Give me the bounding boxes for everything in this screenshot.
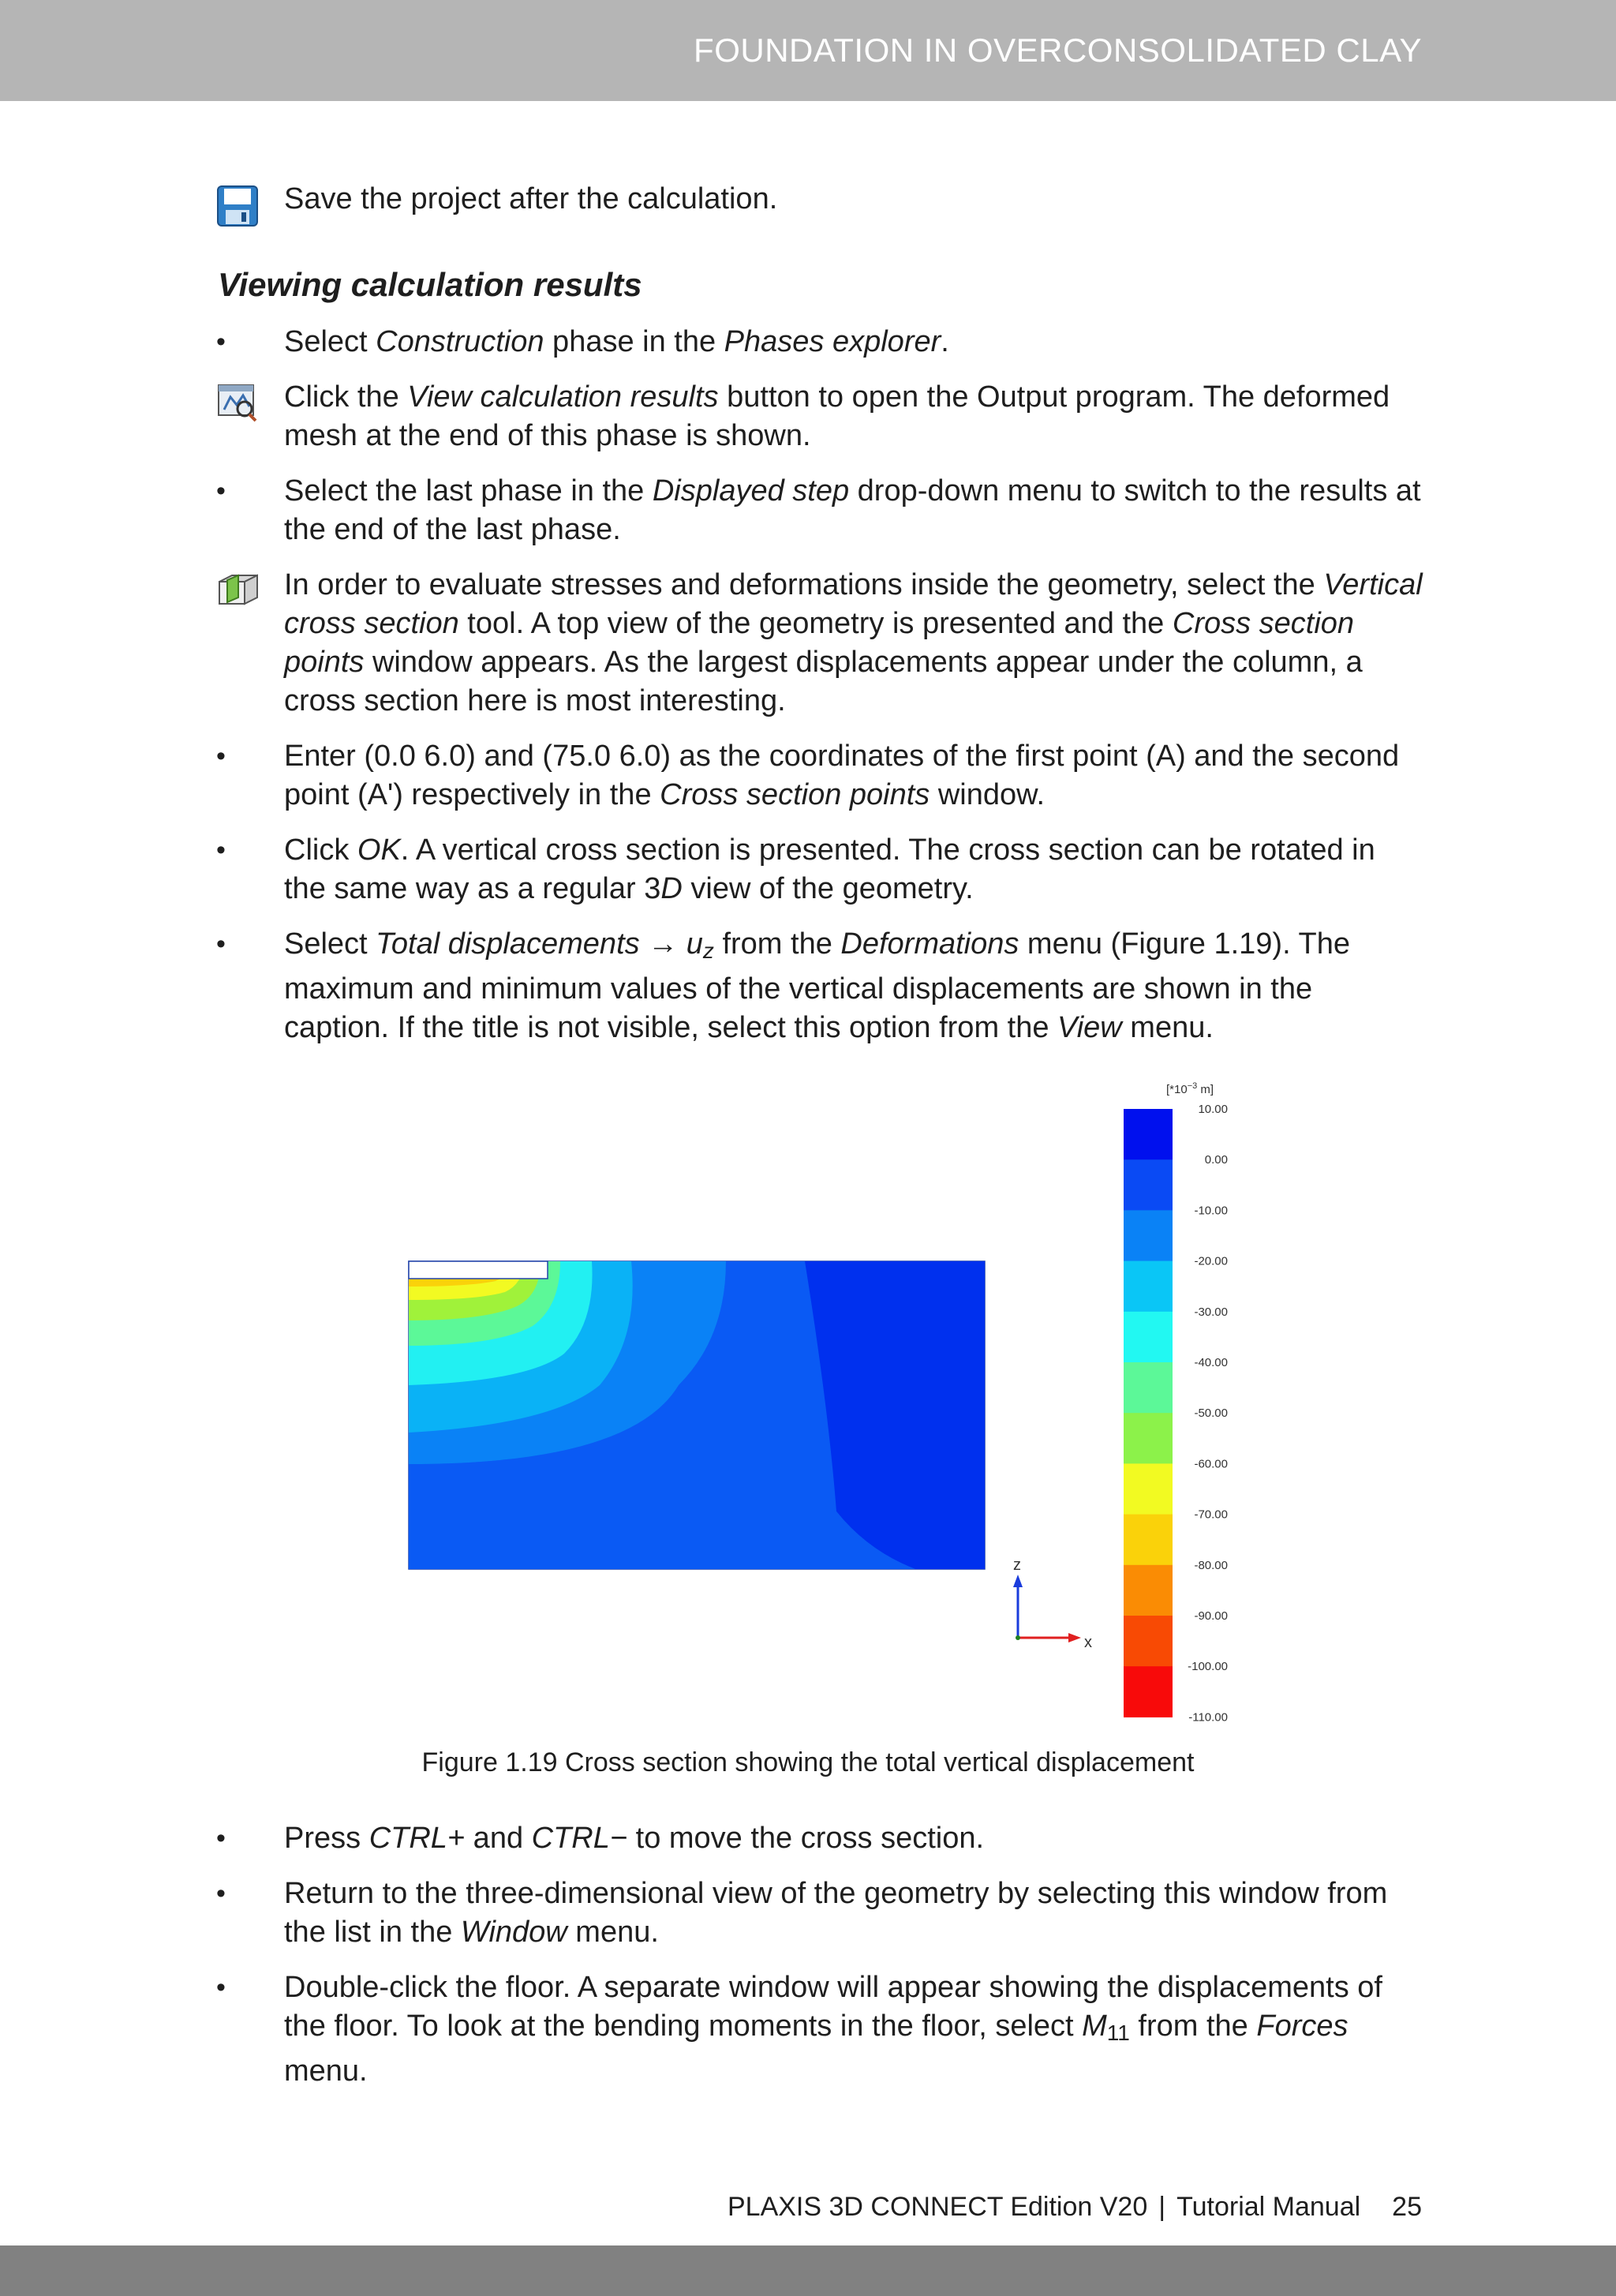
step-symbol: u bbox=[686, 927, 703, 961]
cross-section-figure bbox=[395, 1069, 1278, 1732]
axis-z-label: z bbox=[1013, 1556, 1021, 1574]
legend-band bbox=[1124, 1312, 1173, 1363]
step-1 bbox=[216, 323, 1425, 361]
step-2 bbox=[216, 378, 1425, 455]
footer-manual: Tutorial Manual bbox=[1176, 2192, 1361, 2222]
save-note bbox=[216, 180, 1425, 219]
footer-separator: | bbox=[1158, 2192, 1166, 2222]
section-title: Viewing calculation results bbox=[218, 266, 642, 303]
step-text: In order to evaluate stresses and deformations inside the geometry, select the bbox=[284, 568, 1324, 601]
bullet: • bbox=[216, 741, 226, 771]
step-text: window appears. As the largest displacements appear under the column, a cross section here is most interesting. bbox=[284, 646, 1363, 717]
step-9 bbox=[216, 1875, 1425, 1952]
legend-band bbox=[1124, 1261, 1173, 1313]
step-3 bbox=[216, 472, 1425, 549]
step-text: to move the cross section. bbox=[627, 1822, 985, 1855]
step-term: Deformations bbox=[840, 927, 1019, 961]
bullet: • bbox=[216, 1972, 226, 2002]
save-note-text: Save the project after the calculation. bbox=[284, 182, 778, 215]
step-text: drop-down menu to switch to the results at the end of the last phase. bbox=[284, 474, 1421, 546]
step-symbol-subscript: z bbox=[702, 938, 714, 963]
legend-label: 10.00 bbox=[1198, 1103, 1228, 1116]
main-content-continued bbox=[216, 1819, 1425, 2107]
bullet: • bbox=[216, 476, 226, 506]
header-title: FOUNDATION IN OVERCONSOLIDATED CLAY bbox=[694, 32, 1422, 69]
legend-band bbox=[1124, 1413, 1173, 1464]
step-text: Double-click the floor. A separate window will appear showing the displacements of the floor. To look at the bending moments in the floor, select bbox=[284, 1971, 1382, 2043]
legend-label: -80.00 bbox=[1194, 1558, 1228, 1572]
page-header bbox=[0, 0, 1616, 101]
axis-x-label: x bbox=[1084, 1634, 1092, 1651]
step-text: Press bbox=[284, 1822, 369, 1855]
legend-band bbox=[1124, 1362, 1173, 1414]
page-footer bbox=[728, 2192, 1422, 2223]
step-term: Forces bbox=[1256, 2009, 1349, 2043]
step-10 bbox=[216, 1968, 1425, 2091]
step-text: menu. bbox=[1121, 1011, 1214, 1044]
step-symbol: M bbox=[1082, 2009, 1107, 2043]
legend-label: 0.00 bbox=[1204, 1153, 1228, 1167]
step-term: Displayed step bbox=[652, 474, 850, 508]
legend-band bbox=[1124, 1159, 1173, 1211]
view-calculation-results-icon[interactable] bbox=[216, 383, 264, 433]
legend-label: -50.00 bbox=[1194, 1406, 1228, 1421]
step-text: Click bbox=[284, 833, 357, 867]
step-text: → bbox=[639, 927, 686, 961]
axes-triad bbox=[1013, 1556, 1092, 1651]
step-term: Cross section points bbox=[660, 778, 930, 811]
step-text: and bbox=[465, 1822, 532, 1855]
step-term: View bbox=[1057, 1011, 1122, 1044]
legend-label: -110.00 bbox=[1188, 1710, 1228, 1725]
color-legend bbox=[1124, 1081, 1228, 1724]
step-term: CTRL+ bbox=[368, 1822, 466, 1855]
legend-band bbox=[1124, 1515, 1173, 1566]
step-8 bbox=[216, 1819, 1425, 1858]
page-number: 25 bbox=[1392, 2192, 1422, 2222]
bullet: • bbox=[216, 327, 226, 357]
displacement-contour bbox=[409, 1261, 985, 1569]
step-term: Cross section points bbox=[284, 607, 1355, 679]
legend-label: -10.00 bbox=[1194, 1204, 1228, 1218]
step-text: tool. A top view of the geometry is presented and the bbox=[458, 607, 1173, 640]
step-term: Phases explorer bbox=[724, 325, 941, 358]
step-text: window. bbox=[930, 778, 1046, 811]
save-icon[interactable] bbox=[216, 185, 264, 238]
step-text: . A vertical cross section is presented. The cross section can be rotated in the same way as a regular 3 bbox=[284, 833, 1375, 905]
step-text: Select bbox=[284, 927, 376, 961]
legend-unit: [$*10^{-3}$ m] bbox=[1166, 1081, 1214, 1096]
footer-product: PLAXIS 3D CONNECT Edition V20 bbox=[727, 2192, 1148, 2222]
step-term: D bbox=[660, 872, 683, 905]
legend-label: -30.00 bbox=[1194, 1305, 1228, 1319]
step-text: Select bbox=[284, 325, 376, 358]
step-text: menu. bbox=[567, 1916, 659, 1949]
step-text: Return to the three-dimensional view of the geometry by selecting this window from the list in the bbox=[284, 1877, 1388, 1949]
bullet: • bbox=[216, 929, 226, 959]
step-term: CTRL− bbox=[531, 1822, 628, 1855]
step-text: menu (Figure 1.19). The maximum and minimum values of the vertical displacements are shown in the caption. If the title is not visible, select this option from the bbox=[284, 927, 1350, 1044]
step-term: View calculation results bbox=[407, 380, 719, 414]
bullet: • bbox=[216, 1823, 226, 1853]
step-text: from the bbox=[1129, 2009, 1257, 2043]
step-text: button to open the Output program. The deformed mesh at the end of this phase is shown. bbox=[284, 380, 1390, 452]
legend-band bbox=[1124, 1210, 1173, 1261]
step-symbol-subscript: 11 bbox=[1106, 2021, 1130, 2045]
step-term: Construction bbox=[376, 325, 544, 358]
step-text: phase in the bbox=[544, 325, 724, 358]
footer-bar bbox=[0, 2245, 1616, 2296]
step-text: Click the bbox=[284, 380, 408, 414]
legend-label: -90.00 bbox=[1194, 1609, 1228, 1623]
legend-label: -60.00 bbox=[1194, 1457, 1228, 1471]
step-text: view of the geometry. bbox=[682, 872, 974, 905]
legend-band bbox=[1124, 1463, 1173, 1515]
legend-label: -70.00 bbox=[1194, 1508, 1228, 1522]
main-content bbox=[216, 180, 1425, 1064]
step-4 bbox=[216, 566, 1425, 721]
step-7 bbox=[216, 925, 1425, 1047]
cross-section-plot bbox=[395, 1069, 1278, 1732]
step-text: Enter (0.0 6.0) and (75.0 6.0) as the coordinates of the first point (A) and the second point (A') respectively in the bbox=[284, 740, 1400, 811]
legend-label: -40.00 bbox=[1194, 1356, 1228, 1369]
step-term: Total displacements bbox=[376, 927, 640, 961]
step-term: OK bbox=[357, 833, 401, 867]
step-5 bbox=[216, 737, 1425, 815]
legend-label: -20.00 bbox=[1194, 1254, 1228, 1268]
legend-label: -100.00 bbox=[1188, 1660, 1228, 1674]
legend-band bbox=[1124, 1666, 1173, 1717]
legend-band bbox=[1124, 1616, 1173, 1667]
step-text: Select the last phase in the bbox=[284, 474, 653, 508]
step-text: menu. bbox=[284, 2054, 368, 2088]
step-text: . bbox=[941, 325, 949, 358]
legend-band bbox=[1124, 1565, 1173, 1616]
bullet: • bbox=[216, 835, 226, 865]
bullet: • bbox=[216, 1878, 226, 1908]
figure-caption: Figure 1.19 Cross section showing the total vertical displacement bbox=[421, 1747, 1195, 1777]
step-6 bbox=[216, 831, 1425, 908]
vertical-cross-section-icon[interactable] bbox=[216, 571, 264, 617]
step-text: from the bbox=[713, 927, 841, 961]
step-term: Window bbox=[460, 1916, 567, 1949]
step-term: Vertical cross section bbox=[284, 568, 1423, 640]
legend-band bbox=[1124, 1109, 1173, 1160]
